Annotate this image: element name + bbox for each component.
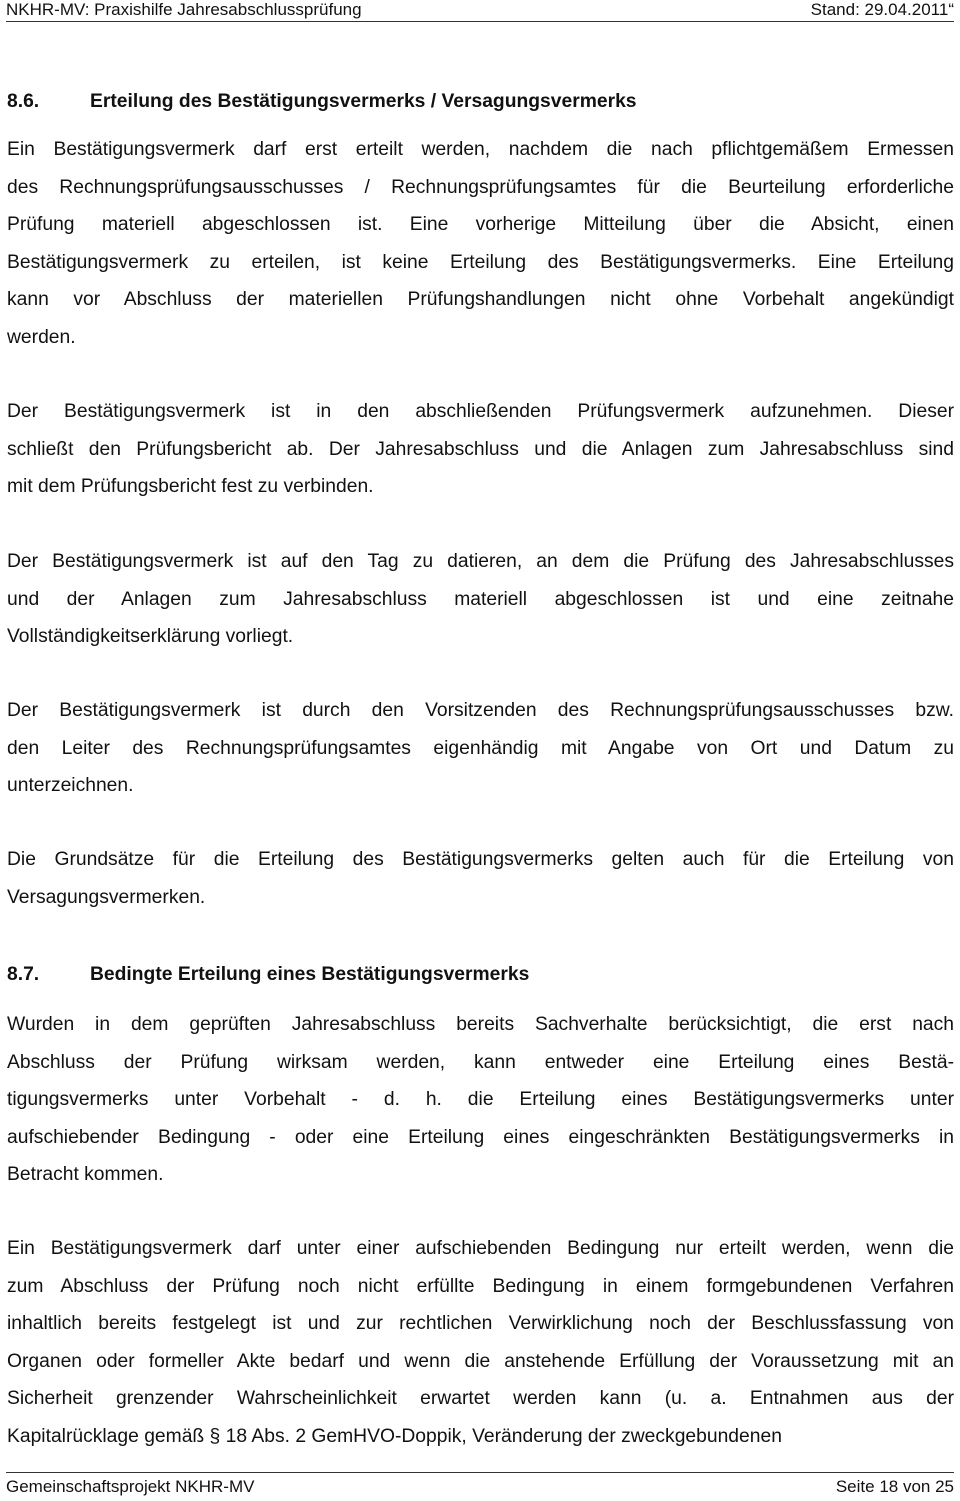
header-date: Stand: 29.04.2011“ (810, 0, 954, 19)
text-line: Organen oder formeller Akte bedarf und wenn die anstehende Erfüllung der Voraussetzung mit an (7, 1350, 954, 1372)
text-line: Kapitalrücklage gemäß § 18 Abs. 2 GemHVO-Doppik, Veränderung der zweckgebundenen (7, 1425, 782, 1447)
section-heading (7, 90, 637, 114)
text-line: und der Anlagen zum Jahresabschluss materiell abgeschlossen ist und eine zeitnahe (7, 588, 954, 610)
paragraph (7, 543, 954, 656)
section-number: 8.6. (7, 91, 40, 112)
text-line: zum Abschluss der Prüfung noch nicht erfüllte Bedingung in einem formgebundenen Verfahren (7, 1275, 954, 1297)
footer-page-number: Seite 18 von 25 (835, 1477, 954, 1496)
paragraph (7, 841, 954, 916)
text-line: Ein Bestätigungsvermerk darf erst erteilt werden, nachdem die nach pflichtgemäßem Ermessen (7, 139, 954, 160)
text-line: Wurden in dem geprüften Jahresabschluss bereits Sachverhalte berücksichtigt, die erst nach (7, 1014, 954, 1035)
text-line: aufschiebender Bedingung - oder eine Erteilung eines eingeschränkten Bestätigungsvermerks in (7, 1126, 954, 1148)
text-line: Bestätigungsvermerk zu erteilen, ist keine Erteilung des Bestätigungsvermerks. Eine Erteilung (7, 251, 954, 273)
text-line: den Leiter des Rechnungsprüfungsamtes eigenhändig mit Angabe von Ort und Datum zu (7, 737, 954, 759)
paragraph (7, 131, 954, 356)
text-line: Ein Bestätigungsvermerk darf unter einer aufschiebenden Bedingung nur erteilt werden, wenn die (7, 1238, 954, 1259)
paragraph (7, 1230, 954, 1455)
header-title: NKHR-MV: Praxishilfe Jahresabschlussprüfung (6, 0, 362, 19)
text-line: kann vor Abschluss der materiellen Prüfungshandlungen nicht ohne Vorbehalt angekündigt (7, 289, 954, 310)
paragraph (7, 692, 954, 805)
text-line: Vollständigkeitserklärung vorliegt. (7, 626, 294, 647)
page-header (6, 0, 954, 22)
text-line: Der Bestätigungsvermerk ist durch den Vorsitzenden des Rechnungsprüfungsausschusses bzw. (7, 700, 954, 721)
page-footer (6, 1472, 954, 1501)
text-line: schließt den Prüfungsbericht ab. Der Jahresabschluss und die Anlagen zum Jahresabschluss sind (7, 438, 954, 460)
text-line: Versagungsvermerken. (7, 886, 206, 908)
paragraph (7, 393, 954, 506)
text-line: tigungsvermerks unter Vorbehalt - d. h. die Erteilung eines Bestätigungsvermerks unter (7, 1089, 954, 1110)
text-line: Abschluss der Prüfung wirksam werden, kann entweder eine Erteilung eines Bestä- (7, 1051, 954, 1073)
section-title: Erteilung des Bestätigungsvermerks / Versagungsvermerks (90, 91, 637, 112)
text-line: Betracht kommen. (7, 1164, 164, 1185)
section-number: 8.7. (7, 964, 40, 985)
text-line: unterzeichnen. (7, 775, 134, 796)
section-title: Bedingte Erteilung eines Bestätigungsvermerks (90, 964, 530, 985)
text-line: mit dem Prüfungsbericht fest zu verbinden. (7, 476, 374, 497)
text-line: Der Bestätigungsvermerk ist auf den Tag zu datieren, an dem die Prüfung des Jahresabschlusses (7, 551, 954, 572)
footer-project: Gemeinschaftsprojekt NKHR-MV (6, 1477, 255, 1496)
text-line: Der Bestätigungsvermerk ist in den abschließenden Prüfungsvermerk aufzunehmen. Dieser (7, 401, 954, 422)
text-line: Prüfung materiell abgeschlossen ist. Eine vorherige Mitteilung über die Absicht, einen (7, 214, 954, 235)
section-heading (7, 963, 529, 987)
text-line: Die Grundsätze für die Erteilung des Bestätigungsvermerks gelten auch für die Erteilung von (7, 849, 954, 870)
text-line: werden. (7, 326, 76, 348)
text-line: des Rechnungsprüfungsausschusses / Rechnungsprüfungsamtes für die Beurteilung erforderliche (7, 176, 954, 198)
text-line: inhaltlich bereits festgelegt ist und zur rechtlichen Verwirklichung noch der Beschlussfassung von (7, 1313, 954, 1334)
paragraph (7, 1006, 954, 1194)
text-line: Sicherheit grenzender Wahrscheinlichkeit erwartet werden kann (u. a. Entnahmen aus der (7, 1388, 954, 1409)
